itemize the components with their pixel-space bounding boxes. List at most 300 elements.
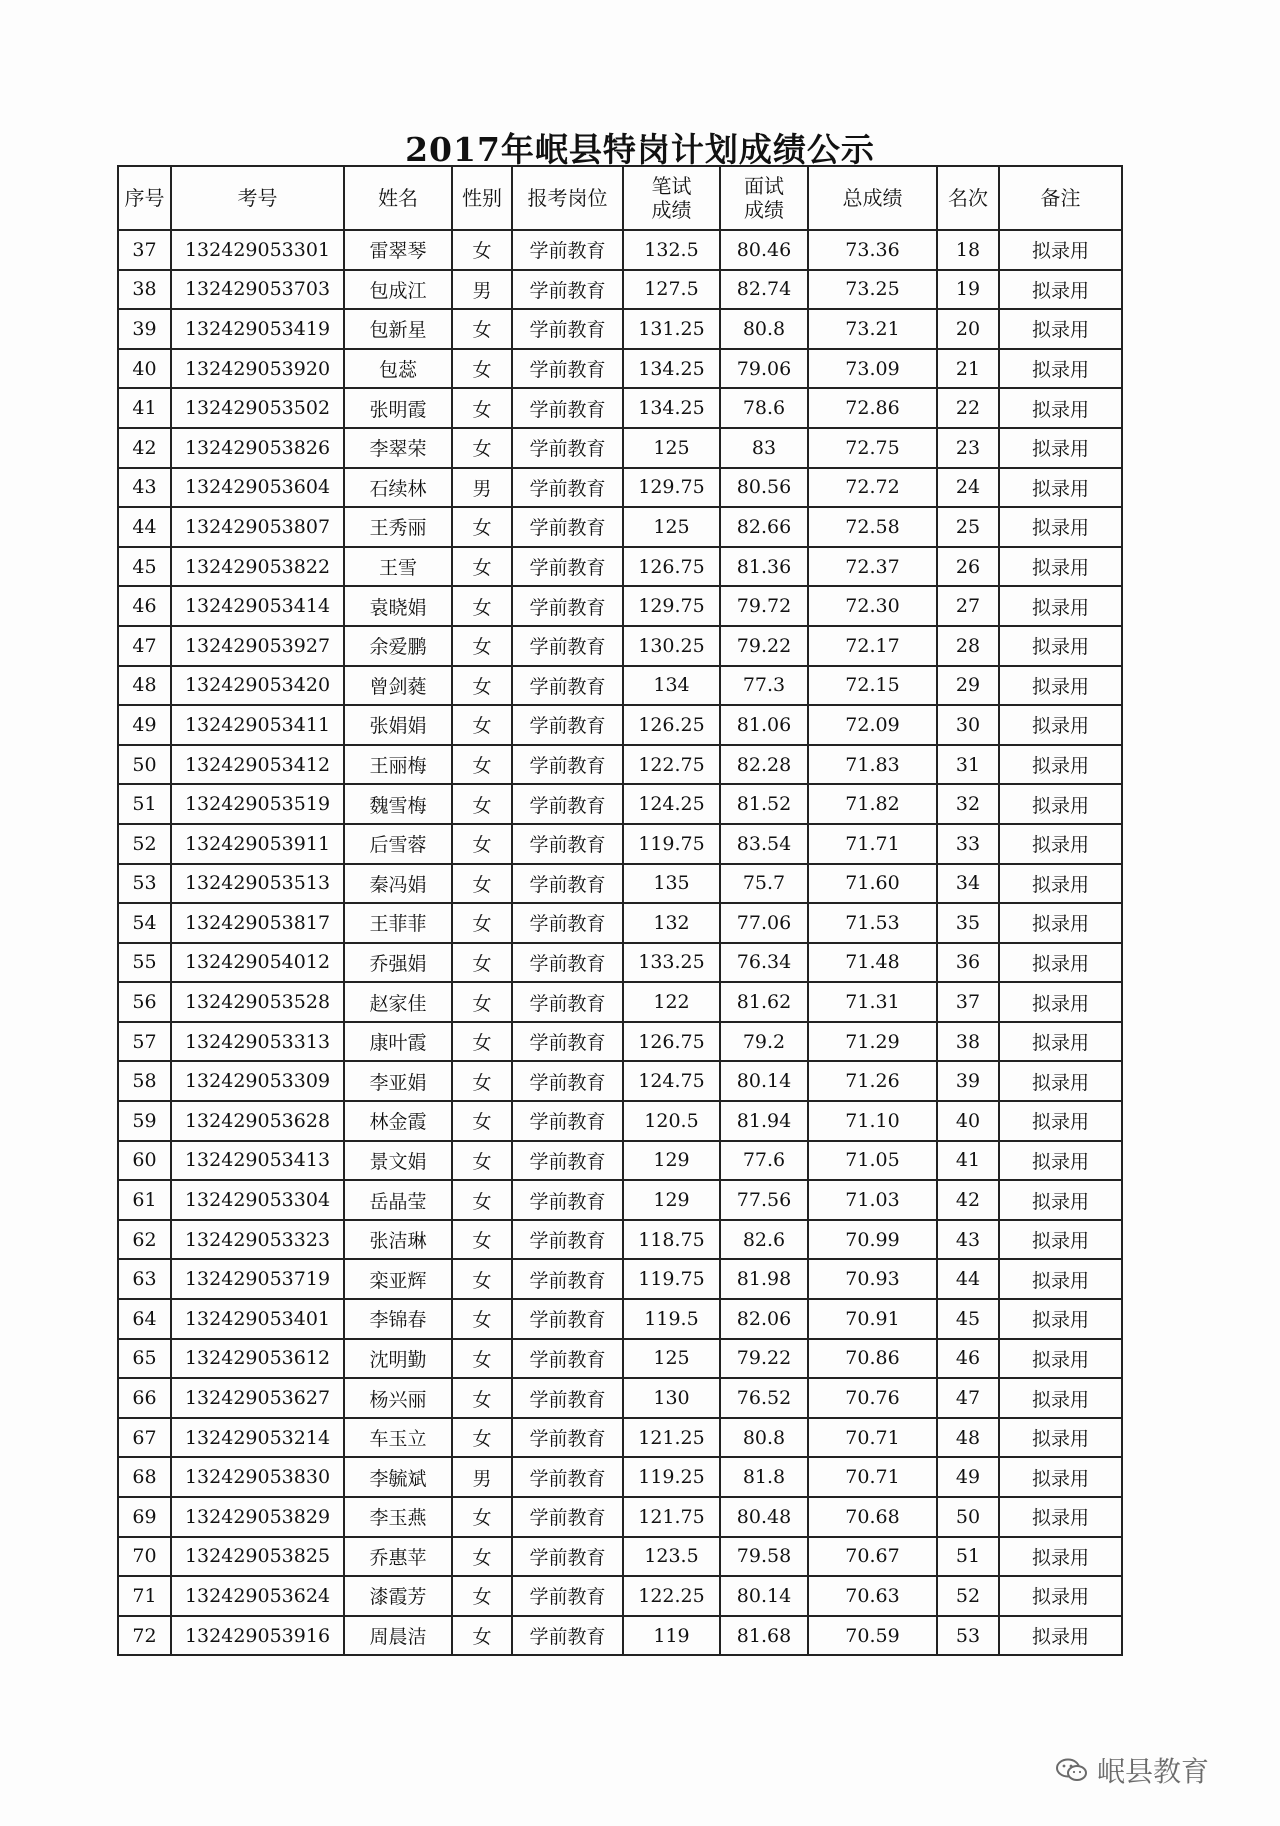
col-interview-score-cell: 80.14 <box>720 1061 808 1101</box>
col-exam-number-cell: 132429053916 <box>171 1616 344 1656</box>
col-remark-cell: 拟录用 <box>999 1537 1122 1577</box>
col-gender-cell: 女 <box>452 864 512 904</box>
col-interview-score-cell: 82.28 <box>720 745 808 785</box>
col-exam-number-cell: 132429053412 <box>171 745 344 785</box>
col-written-score-cell: 125 <box>623 1339 720 1379</box>
table-row <box>118 428 1122 468</box>
col-exam-number-cell: 132429053323 <box>171 1220 344 1260</box>
col-exam-number-cell: 132429053829 <box>171 1497 344 1537</box>
col-index-cell: 72 <box>118 1616 171 1656</box>
col-total-score-cell: 70.99 <box>808 1220 937 1260</box>
table-row <box>118 982 1122 1022</box>
col-interview-score-cell: 83.54 <box>720 824 808 864</box>
col-gender-cell: 女 <box>452 507 512 547</box>
col-position-cell: 学前教育 <box>512 864 623 904</box>
col-total-score-cell: 70.68 <box>808 1497 937 1537</box>
col-index-cell: 38 <box>118 270 171 310</box>
col-gender-cell: 女 <box>452 784 512 824</box>
col-exam-number-cell: 132429053419 <box>171 309 344 349</box>
col-index-cell: 54 <box>118 903 171 943</box>
col-position-cell: 学前教育 <box>512 270 623 310</box>
col-exam-number-cell: 132429053513 <box>171 864 344 904</box>
col-gender-cell: 女 <box>452 1537 512 1577</box>
col-position-cell: 学前教育 <box>512 824 623 864</box>
col-rank-cell: 36 <box>937 943 999 983</box>
table-row <box>118 1141 1122 1181</box>
col-remark-header: 备注 <box>999 166 1122 230</box>
wechat-icon <box>1055 1757 1089 1783</box>
col-interview-score-cell: 80.8 <box>720 1418 808 1458</box>
col-gender-cell: 女 <box>452 349 512 389</box>
col-remark-cell: 拟录用 <box>999 547 1122 587</box>
col-exam-number-cell: 132429053826 <box>171 428 344 468</box>
col-rank-cell: 46 <box>937 1339 999 1379</box>
col-gender-cell: 女 <box>452 547 512 587</box>
col-exam-number-cell: 132429053807 <box>171 507 344 547</box>
table-row <box>118 309 1122 349</box>
col-rank-cell: 22 <box>937 388 999 428</box>
col-index-cell: 57 <box>118 1022 171 1062</box>
col-index-cell: 45 <box>118 547 171 587</box>
col-remark-cell: 拟录用 <box>999 943 1122 983</box>
col-rank-cell: 51 <box>937 1537 999 1577</box>
col-exam-number-cell: 132429053624 <box>171 1576 344 1616</box>
col-interview-score-cell: 76.52 <box>720 1378 808 1418</box>
col-remark-cell: 拟录用 <box>999 507 1122 547</box>
table-row <box>118 468 1122 508</box>
col-exam-number-cell: 132429053414 <box>171 586 344 626</box>
table-row <box>118 1576 1122 1616</box>
col-gender-cell: 女 <box>452 230 512 270</box>
col-index-cell: 51 <box>118 784 171 824</box>
col-written-score-cell: 122.75 <box>623 745 720 785</box>
col-total-score-cell: 72.86 <box>808 388 937 428</box>
col-rank-cell: 47 <box>937 1378 999 1418</box>
col-total-score-cell: 73.36 <box>808 230 937 270</box>
col-interview-score-cell: 77.06 <box>720 903 808 943</box>
table-row <box>118 586 1122 626</box>
col-written-score-cell: 129.75 <box>623 586 720 626</box>
col-exam-number-cell: 132429053420 <box>171 666 344 706</box>
col-name-cell: 李亚娟 <box>344 1061 452 1101</box>
col-name-cell: 包成江 <box>344 270 452 310</box>
col-index-cell: 71 <box>118 1576 171 1616</box>
col-name-cell: 赵家佳 <box>344 982 452 1022</box>
col-exam-number-cell: 132429053628 <box>171 1101 344 1141</box>
col-written-score-cell: 123.5 <box>623 1537 720 1577</box>
col-gender-cell: 女 <box>452 388 512 428</box>
col-gender-cell: 女 <box>452 309 512 349</box>
table-row <box>118 745 1122 785</box>
col-remark-cell: 拟录用 <box>999 864 1122 904</box>
col-total-score-header: 总成绩 <box>808 166 937 230</box>
col-position-cell: 学前教育 <box>512 705 623 745</box>
col-position-cell: 学前教育 <box>512 586 623 626</box>
col-name-cell: 景文娟 <box>344 1141 452 1181</box>
col-position-cell: 学前教育 <box>512 943 623 983</box>
col-written-score-cell: 121.75 <box>623 1497 720 1537</box>
col-gender-cell: 男 <box>452 468 512 508</box>
col-total-score-cell: 71.83 <box>808 745 937 785</box>
col-total-score-cell: 72.58 <box>808 507 937 547</box>
col-written-score-cell: 134.25 <box>623 349 720 389</box>
col-written-score-cell: 122 <box>623 982 720 1022</box>
col-position-cell: 学前教育 <box>512 507 623 547</box>
col-name-cell: 张洁琳 <box>344 1220 452 1260</box>
col-position-cell: 学前教育 <box>512 388 623 428</box>
col-position-cell: 学前教育 <box>512 1101 623 1141</box>
col-exam-number-cell: 132429054012 <box>171 943 344 983</box>
col-total-score-cell: 73.25 <box>808 270 937 310</box>
col-gender-cell: 女 <box>452 1299 512 1339</box>
col-interview-score-cell: 81.94 <box>720 1101 808 1141</box>
col-remark-cell: 拟录用 <box>999 626 1122 666</box>
col-interview-score-cell: 80.46 <box>720 230 808 270</box>
col-written-score-cell: 121.25 <box>623 1418 720 1458</box>
col-exam-number-cell: 132429053719 <box>171 1259 344 1299</box>
col-index-cell: 58 <box>118 1061 171 1101</box>
table-row <box>118 230 1122 270</box>
col-rank-cell: 35 <box>937 903 999 943</box>
col-rank-cell: 25 <box>937 507 999 547</box>
col-exam-number-cell: 132429053627 <box>171 1378 344 1418</box>
col-written-score-cell: 130 <box>623 1378 720 1418</box>
col-interview-score-cell: 81.36 <box>720 547 808 587</box>
table-row <box>118 1180 1122 1220</box>
col-exam-number-cell: 132429053214 <box>171 1418 344 1458</box>
score-table <box>117 165 1123 1656</box>
col-gender-cell: 女 <box>452 428 512 468</box>
col-interview-score-header: 面试 成绩 <box>720 166 808 230</box>
col-total-score-cell: 70.76 <box>808 1378 937 1418</box>
col-index-cell: 42 <box>118 428 171 468</box>
col-exam-number-cell: 132429053413 <box>171 1141 344 1181</box>
col-exam-number-cell: 132429053502 <box>171 388 344 428</box>
col-name-cell: 漆霞芳 <box>344 1576 452 1616</box>
col-remark-cell: 拟录用 <box>999 1497 1122 1537</box>
col-written-score-cell: 125 <box>623 428 720 468</box>
col-interview-score-cell: 79.22 <box>720 626 808 666</box>
col-total-score-cell: 72.72 <box>808 468 937 508</box>
col-written-score-header: 笔试 成绩 <box>623 166 720 230</box>
col-name-cell: 王丽梅 <box>344 745 452 785</box>
col-gender-cell: 女 <box>452 1339 512 1379</box>
col-name-cell: 余爱鹏 <box>344 626 452 666</box>
col-rank-cell: 31 <box>937 745 999 785</box>
col-total-score-cell: 71.26 <box>808 1061 937 1101</box>
col-position-cell: 学前教育 <box>512 1418 623 1458</box>
col-rank-cell: 41 <box>937 1141 999 1181</box>
col-written-score-cell: 119.5 <box>623 1299 720 1339</box>
col-gender-cell: 男 <box>452 1457 512 1497</box>
col-exam-number-cell: 132429053313 <box>171 1022 344 1062</box>
col-interview-score-cell: 79.2 <box>720 1022 808 1062</box>
table-row <box>118 1061 1122 1101</box>
col-total-score-cell: 73.09 <box>808 349 937 389</box>
col-index-cell: 49 <box>118 705 171 745</box>
col-rank-cell: 48 <box>937 1418 999 1458</box>
table-body <box>118 230 1122 1655</box>
col-exam-number-cell: 132429053825 <box>171 1537 344 1577</box>
col-rank-cell: 50 <box>937 1497 999 1537</box>
col-remark-cell: 拟录用 <box>999 270 1122 310</box>
col-index-cell: 59 <box>118 1101 171 1141</box>
col-index-cell: 43 <box>118 468 171 508</box>
col-exam-number-cell: 132429053927 <box>171 626 344 666</box>
col-exam-number-cell: 132429053411 <box>171 705 344 745</box>
col-index-cell: 50 <box>118 745 171 785</box>
col-total-score-cell: 70.71 <box>808 1457 937 1497</box>
col-index-cell: 37 <box>118 230 171 270</box>
col-remark-cell: 拟录用 <box>999 666 1122 706</box>
col-remark-cell: 拟录用 <box>999 1220 1122 1260</box>
col-index-cell: 61 <box>118 1180 171 1220</box>
col-written-score-cell: 120.5 <box>623 1101 720 1141</box>
col-gender-cell: 女 <box>452 1141 512 1181</box>
col-remark-cell: 拟录用 <box>999 428 1122 468</box>
col-remark-cell: 拟录用 <box>999 982 1122 1022</box>
col-written-score-cell: 129 <box>623 1141 720 1181</box>
col-name-cell: 岳晶莹 <box>344 1180 452 1220</box>
col-total-score-cell: 70.67 <box>808 1537 937 1577</box>
col-exam-number-cell: 132429053519 <box>171 784 344 824</box>
col-name-cell: 张明霞 <box>344 388 452 428</box>
col-written-score-cell: 125 <box>623 507 720 547</box>
col-rank-cell: 39 <box>937 1061 999 1101</box>
col-rank-cell: 37 <box>937 982 999 1022</box>
col-remark-cell: 拟录用 <box>999 824 1122 864</box>
col-interview-score-cell: 77.3 <box>720 666 808 706</box>
col-remark-cell: 拟录用 <box>999 388 1122 428</box>
col-name-cell: 李翠荣 <box>344 428 452 468</box>
col-gender-cell: 女 <box>452 666 512 706</box>
col-gender-cell: 女 <box>452 1022 512 1062</box>
col-position-cell: 学前教育 <box>512 1141 623 1181</box>
table-row <box>118 1378 1122 1418</box>
col-gender-cell: 女 <box>452 1497 512 1537</box>
table-row <box>118 1457 1122 1497</box>
col-written-score-cell: 124.75 <box>623 1061 720 1101</box>
col-written-score-cell: 134 <box>623 666 720 706</box>
col-rank-cell: 38 <box>937 1022 999 1062</box>
col-position-cell: 学前教育 <box>512 428 623 468</box>
col-exam-number-cell: 132429053911 <box>171 824 344 864</box>
col-name-cell: 后雪蓉 <box>344 824 452 864</box>
table-row <box>118 1339 1122 1379</box>
col-remark-cell: 拟录用 <box>999 784 1122 824</box>
col-written-score-cell: 118.75 <box>623 1220 720 1260</box>
col-position-cell: 学前教育 <box>512 1022 623 1062</box>
col-interview-score-cell: 79.06 <box>720 349 808 389</box>
col-rank-cell: 32 <box>937 784 999 824</box>
watermark <box>1055 1750 1209 1790</box>
col-position-cell: 学前教育 <box>512 982 623 1022</box>
col-position-cell: 学前教育 <box>512 1576 623 1616</box>
col-name-cell: 曾剑蕤 <box>344 666 452 706</box>
col-interview-score-cell: 81.8 <box>720 1457 808 1497</box>
table-row <box>118 507 1122 547</box>
col-interview-score-cell: 81.62 <box>720 982 808 1022</box>
table-row <box>118 784 1122 824</box>
col-written-score-cell: 133.25 <box>623 943 720 983</box>
col-name-cell: 栾亚辉 <box>344 1259 452 1299</box>
col-position-cell: 学前教育 <box>512 1457 623 1497</box>
col-index-cell: 62 <box>118 1220 171 1260</box>
col-gender-cell: 男 <box>452 270 512 310</box>
col-interview-score-cell: 77.6 <box>720 1141 808 1181</box>
col-gender-cell: 女 <box>452 1259 512 1299</box>
col-name-cell: 乔惠苹 <box>344 1537 452 1577</box>
col-index-cell: 40 <box>118 349 171 389</box>
col-position-cell: 学前教育 <box>512 903 623 943</box>
table-row <box>118 1616 1122 1656</box>
col-gender-cell: 女 <box>452 943 512 983</box>
col-remark-cell: 拟录用 <box>999 230 1122 270</box>
col-position-cell: 学前教育 <box>512 626 623 666</box>
col-name-cell: 魏雪梅 <box>344 784 452 824</box>
col-rank-cell: 45 <box>937 1299 999 1339</box>
table-row <box>118 1418 1122 1458</box>
col-total-score-cell: 72.15 <box>808 666 937 706</box>
col-rank-cell: 42 <box>937 1180 999 1220</box>
col-remark-cell: 拟录用 <box>999 1141 1122 1181</box>
col-index-cell: 48 <box>118 666 171 706</box>
col-rank-cell: 18 <box>937 230 999 270</box>
col-position-cell: 学前教育 <box>512 745 623 785</box>
col-interview-score-cell: 79.72 <box>720 586 808 626</box>
col-name-cell: 李锦春 <box>344 1299 452 1339</box>
table-row <box>118 864 1122 904</box>
col-written-score-cell: 134.25 <box>623 388 720 428</box>
col-position-cell: 学前教育 <box>512 349 623 389</box>
col-index-cell: 55 <box>118 943 171 983</box>
col-written-score-cell: 119.75 <box>623 824 720 864</box>
col-total-score-cell: 70.93 <box>808 1259 937 1299</box>
col-index-cell: 47 <box>118 626 171 666</box>
col-index-cell: 65 <box>118 1339 171 1379</box>
col-exam-number-cell: 132429053401 <box>171 1299 344 1339</box>
page-title: 2017年岷县特岗计划成绩公示 <box>405 130 875 169</box>
col-gender-cell: 女 <box>452 705 512 745</box>
col-written-score-cell: 124.25 <box>623 784 720 824</box>
col-remark-cell: 拟录用 <box>999 349 1122 389</box>
col-name-cell: 袁晓娟 <box>344 586 452 626</box>
col-position-cell: 学前教育 <box>512 1497 623 1537</box>
col-rank-cell: 19 <box>937 270 999 310</box>
col-total-score-cell: 72.37 <box>808 547 937 587</box>
col-position-cell: 学前教育 <box>512 1339 623 1379</box>
col-interview-score-cell: 79.58 <box>720 1537 808 1577</box>
col-interview-score-cell: 81.52 <box>720 784 808 824</box>
col-position-cell: 学前教育 <box>512 547 623 587</box>
table-row <box>118 1220 1122 1260</box>
col-index-cell: 41 <box>118 388 171 428</box>
col-written-score-cell: 119.25 <box>623 1457 720 1497</box>
col-position-cell: 学前教育 <box>512 1378 623 1418</box>
table-row <box>118 270 1122 310</box>
col-total-score-cell: 71.60 <box>808 864 937 904</box>
col-exam-number-header: 考号 <box>171 166 344 230</box>
col-index-cell: 52 <box>118 824 171 864</box>
col-index-cell: 64 <box>118 1299 171 1339</box>
col-position-cell: 学前教育 <box>512 230 623 270</box>
col-gender-header: 性别 <box>452 166 512 230</box>
col-rank-cell: 20 <box>937 309 999 349</box>
col-total-score-cell: 73.21 <box>808 309 937 349</box>
col-rank-cell: 30 <box>937 705 999 745</box>
col-written-score-cell: 127.5 <box>623 270 720 310</box>
col-position-cell: 学前教育 <box>512 666 623 706</box>
col-position-header: 报考岗位 <box>512 166 623 230</box>
table-row <box>118 943 1122 983</box>
col-gender-cell: 女 <box>452 903 512 943</box>
col-position-cell: 学前教育 <box>512 784 623 824</box>
col-total-score-cell: 70.59 <box>808 1616 937 1656</box>
col-gender-cell: 女 <box>452 1061 512 1101</box>
col-position-cell: 学前教育 <box>512 1299 623 1339</box>
col-remark-cell: 拟录用 <box>999 1418 1122 1458</box>
col-total-score-cell: 71.53 <box>808 903 937 943</box>
col-rank-cell: 49 <box>937 1457 999 1497</box>
col-exam-number-cell: 132429053612 <box>171 1339 344 1379</box>
col-interview-score-cell: 81.68 <box>720 1616 808 1656</box>
table-row <box>118 1259 1122 1299</box>
col-interview-score-cell: 82.66 <box>720 507 808 547</box>
col-gender-cell: 女 <box>452 982 512 1022</box>
col-written-score-cell: 126.75 <box>623 1022 720 1062</box>
col-name-cell: 康叶霞 <box>344 1022 452 1062</box>
table-row <box>118 666 1122 706</box>
col-exam-number-cell: 132429053304 <box>171 1180 344 1220</box>
col-exam-number-cell: 132429053822 <box>171 547 344 587</box>
col-position-cell: 学前教育 <box>512 1537 623 1577</box>
col-name-cell: 王菲菲 <box>344 903 452 943</box>
col-interview-score-cell: 82.6 <box>720 1220 808 1260</box>
col-exam-number-cell: 132429053301 <box>171 230 344 270</box>
col-written-score-cell: 126.75 <box>623 547 720 587</box>
col-remark-cell: 拟录用 <box>999 586 1122 626</box>
col-gender-cell: 女 <box>452 1101 512 1141</box>
col-written-score-cell: 129 <box>623 1180 720 1220</box>
col-remark-cell: 拟录用 <box>999 1259 1122 1299</box>
table-row <box>118 1299 1122 1339</box>
col-index-cell: 46 <box>118 586 171 626</box>
col-name-cell: 沈明勤 <box>344 1339 452 1379</box>
col-index-cell: 60 <box>118 1141 171 1181</box>
col-exam-number-cell: 132429053817 <box>171 903 344 943</box>
col-rank-cell: 40 <box>937 1101 999 1141</box>
col-total-score-cell: 71.71 <box>808 824 937 864</box>
col-name-cell: 李玉燕 <box>344 1497 452 1537</box>
col-index-cell: 70 <box>118 1537 171 1577</box>
col-index-cell: 63 <box>118 1259 171 1299</box>
col-remark-cell: 拟录用 <box>999 705 1122 745</box>
col-index-cell: 39 <box>118 309 171 349</box>
table-row <box>118 824 1122 864</box>
col-total-score-cell: 71.03 <box>808 1180 937 1220</box>
table-row <box>118 547 1122 587</box>
col-name-cell: 林金霞 <box>344 1101 452 1141</box>
col-index-cell: 66 <box>118 1378 171 1418</box>
col-remark-cell: 拟录用 <box>999 309 1122 349</box>
col-written-score-cell: 132 <box>623 903 720 943</box>
table-row <box>118 349 1122 389</box>
col-written-score-cell: 119.75 <box>623 1259 720 1299</box>
col-written-score-cell: 122.25 <box>623 1576 720 1616</box>
col-rank-cell: 33 <box>937 824 999 864</box>
col-interview-score-cell: 81.98 <box>720 1259 808 1299</box>
table-row <box>118 705 1122 745</box>
